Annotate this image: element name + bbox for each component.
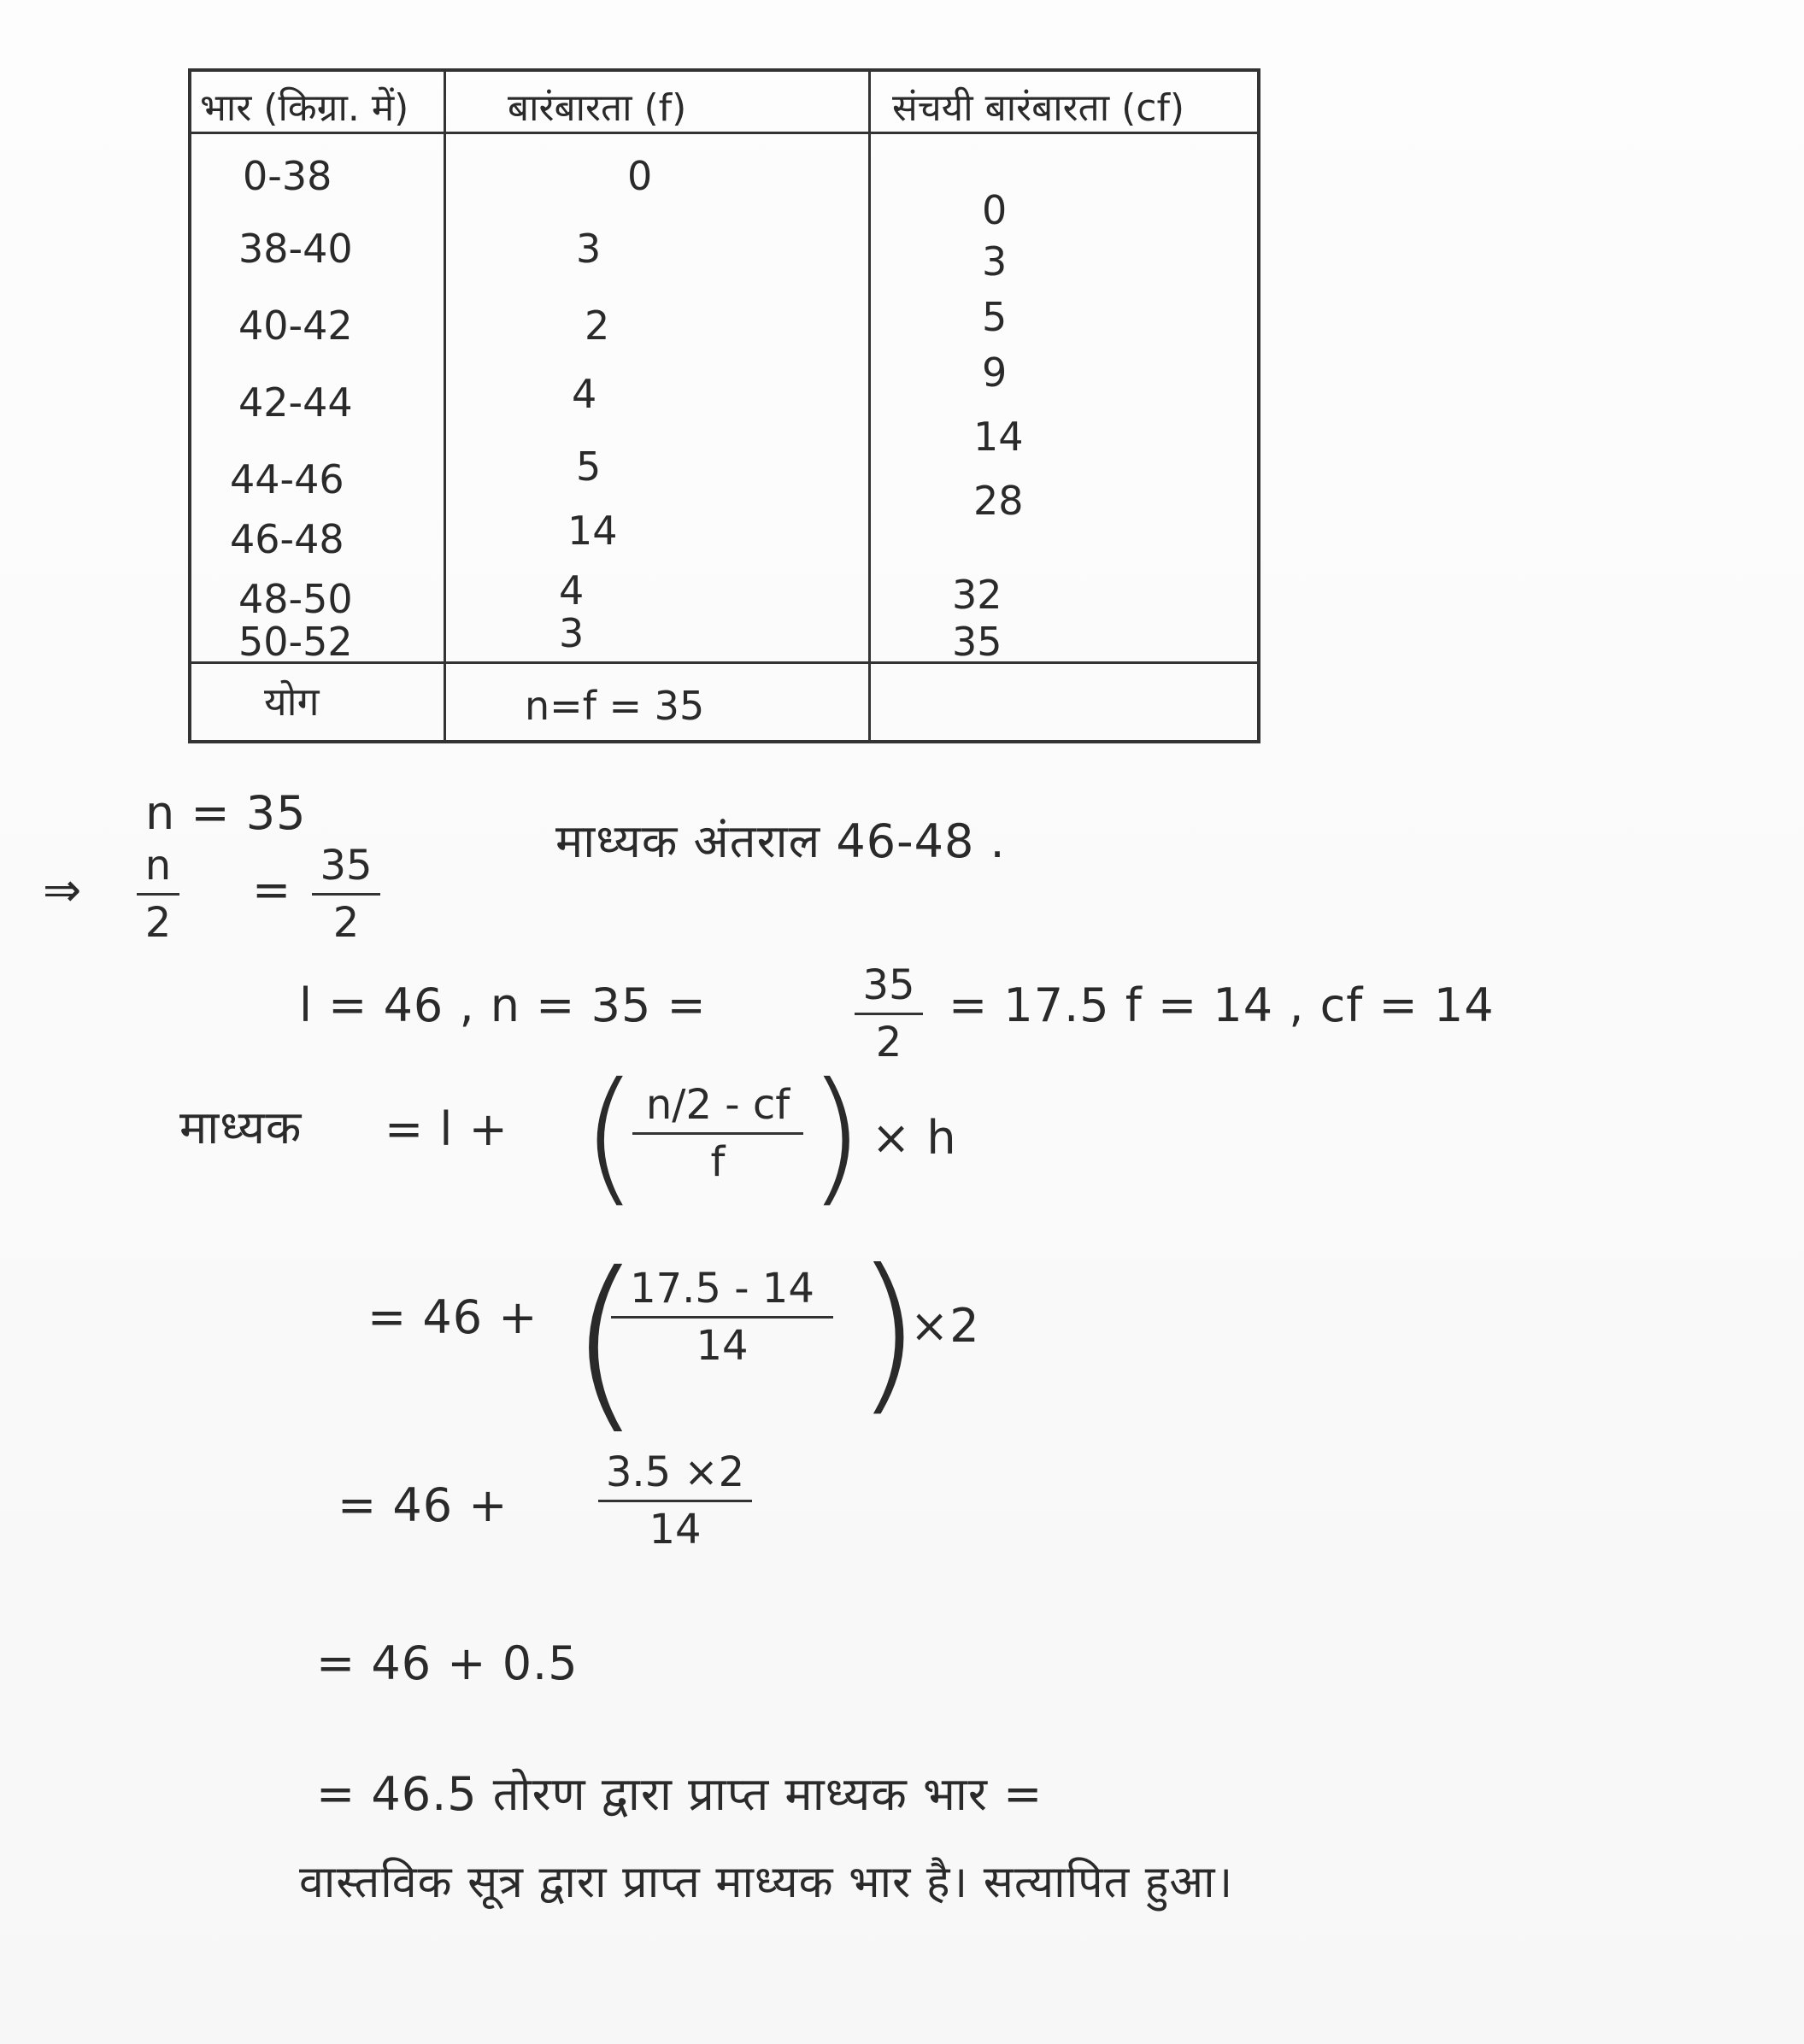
frequency-table bbox=[188, 68, 1260, 743]
class-interval: 0-38 bbox=[243, 153, 332, 199]
fraction-numerator: n bbox=[144, 842, 172, 890]
frequency-value: 4 bbox=[559, 567, 585, 614]
step3-line: = 46 + 0.5 bbox=[316, 1636, 579, 1690]
frequency-value: 14 bbox=[567, 508, 618, 554]
cumulative-value: 5 bbox=[982, 294, 1008, 340]
cumulative-value: 28 bbox=[973, 478, 1024, 524]
header-divider bbox=[191, 132, 1257, 134]
right-parenthesis: ) bbox=[855, 1233, 922, 1432]
table-divider bbox=[868, 72, 871, 740]
fraction-bar bbox=[855, 1013, 923, 1015]
class-interval: 42-44 bbox=[238, 379, 353, 426]
conclusion-line: वास्तविक सूत्र द्वारा प्राप्त माध्यक भार है। सत्यापित हुआ। bbox=[299, 1857, 1234, 1908]
fraction-numerator: 3.5 ×2 bbox=[605, 1448, 745, 1496]
formula-equals: = l + bbox=[385, 1102, 508, 1156]
equals-sign: = bbox=[252, 863, 292, 917]
total-value: n=f = 35 bbox=[525, 683, 705, 729]
fraction-bar bbox=[611, 1316, 833, 1319]
right-parenthesis: ) bbox=[808, 1052, 865, 1221]
frequency-value: 2 bbox=[585, 302, 610, 349]
thirty-five-over-two bbox=[312, 842, 380, 947]
step1-tail: ×2 bbox=[910, 1299, 980, 1353]
formula-label: माध्यक bbox=[179, 1101, 303, 1154]
header-weight: भार (किग्रा. में) bbox=[200, 86, 409, 130]
fraction-denominator: f bbox=[710, 1138, 726, 1186]
frequency-value: 5 bbox=[576, 443, 602, 490]
step1-fraction bbox=[611, 1265, 833, 1370]
step1-lead: = 46 + bbox=[367, 1290, 538, 1344]
class-interval: 40-42 bbox=[238, 302, 353, 349]
frequency-value: 3 bbox=[559, 610, 585, 656]
cumulative-value: 32 bbox=[952, 572, 1002, 618]
fraction-numerator: 17.5 - 14 bbox=[630, 1265, 814, 1313]
median-class-note: माध्यक अंतराल 46-48 . bbox=[555, 814, 1006, 868]
values-line-part-b: = 17.5 f = 14 , cf = 14 bbox=[949, 978, 1495, 1032]
fraction-denominator: 2 bbox=[875, 1019, 902, 1066]
class-interval: 48-50 bbox=[238, 576, 353, 622]
implies-arrow: ⇒ bbox=[43, 863, 83, 917]
fraction-denominator: 2 bbox=[332, 899, 360, 947]
fraction-numerator: 35 bbox=[862, 961, 915, 1009]
class-interval: 44-46 bbox=[230, 456, 344, 502]
formula-fraction bbox=[632, 1081, 803, 1186]
class-interval: 50-52 bbox=[238, 619, 353, 665]
values-line-part-a: l = 46 , n = 35 = bbox=[299, 978, 707, 1032]
fraction-bar bbox=[137, 893, 179, 896]
n-value: n = 35 bbox=[145, 786, 307, 840]
fraction-bar bbox=[598, 1500, 752, 1502]
fraction-bar bbox=[632, 1132, 803, 1135]
total-label: योग bbox=[264, 678, 320, 725]
class-interval: 38-40 bbox=[238, 226, 353, 272]
cumulative-value: 0 bbox=[982, 187, 1008, 233]
step2-fraction bbox=[598, 1448, 752, 1554]
fraction-bar bbox=[312, 893, 380, 896]
cumulative-value: 35 bbox=[952, 619, 1002, 665]
frequency-value: 4 bbox=[572, 371, 597, 417]
formula-tail: × h bbox=[872, 1111, 957, 1165]
frequency-value: 0 bbox=[627, 153, 653, 199]
fraction-denominator: 14 bbox=[649, 1506, 702, 1554]
fraction-denominator: 14 bbox=[696, 1322, 749, 1370]
fraction-denominator: 2 bbox=[144, 899, 172, 947]
left-parenthesis: ( bbox=[568, 1232, 642, 1451]
cumulative-value: 14 bbox=[973, 414, 1024, 460]
left-parenthesis: ( bbox=[581, 1052, 638, 1221]
cumulative-value: 9 bbox=[982, 349, 1008, 396]
class-interval: 46-48 bbox=[230, 516, 344, 562]
half-n-fraction bbox=[137, 842, 179, 947]
table-divider bbox=[444, 72, 446, 740]
frequency-value: 3 bbox=[576, 226, 602, 272]
header-frequency: बारंबारता (f) bbox=[508, 86, 687, 130]
step4-line: = 46.5 तोरण द्वारा प्राप्त माध्यक भार = bbox=[316, 1767, 1043, 1821]
header-cumulative-frequency: संचयी बारंबारता (cf) bbox=[892, 86, 1185, 130]
cumulative-value: 3 bbox=[982, 238, 1008, 285]
values-fraction bbox=[855, 961, 923, 1066]
fraction-numerator: 35 bbox=[320, 842, 373, 890]
step2-lead: = 46 + bbox=[338, 1478, 508, 1532]
fraction-numerator: n/2 - cf bbox=[645, 1081, 790, 1129]
